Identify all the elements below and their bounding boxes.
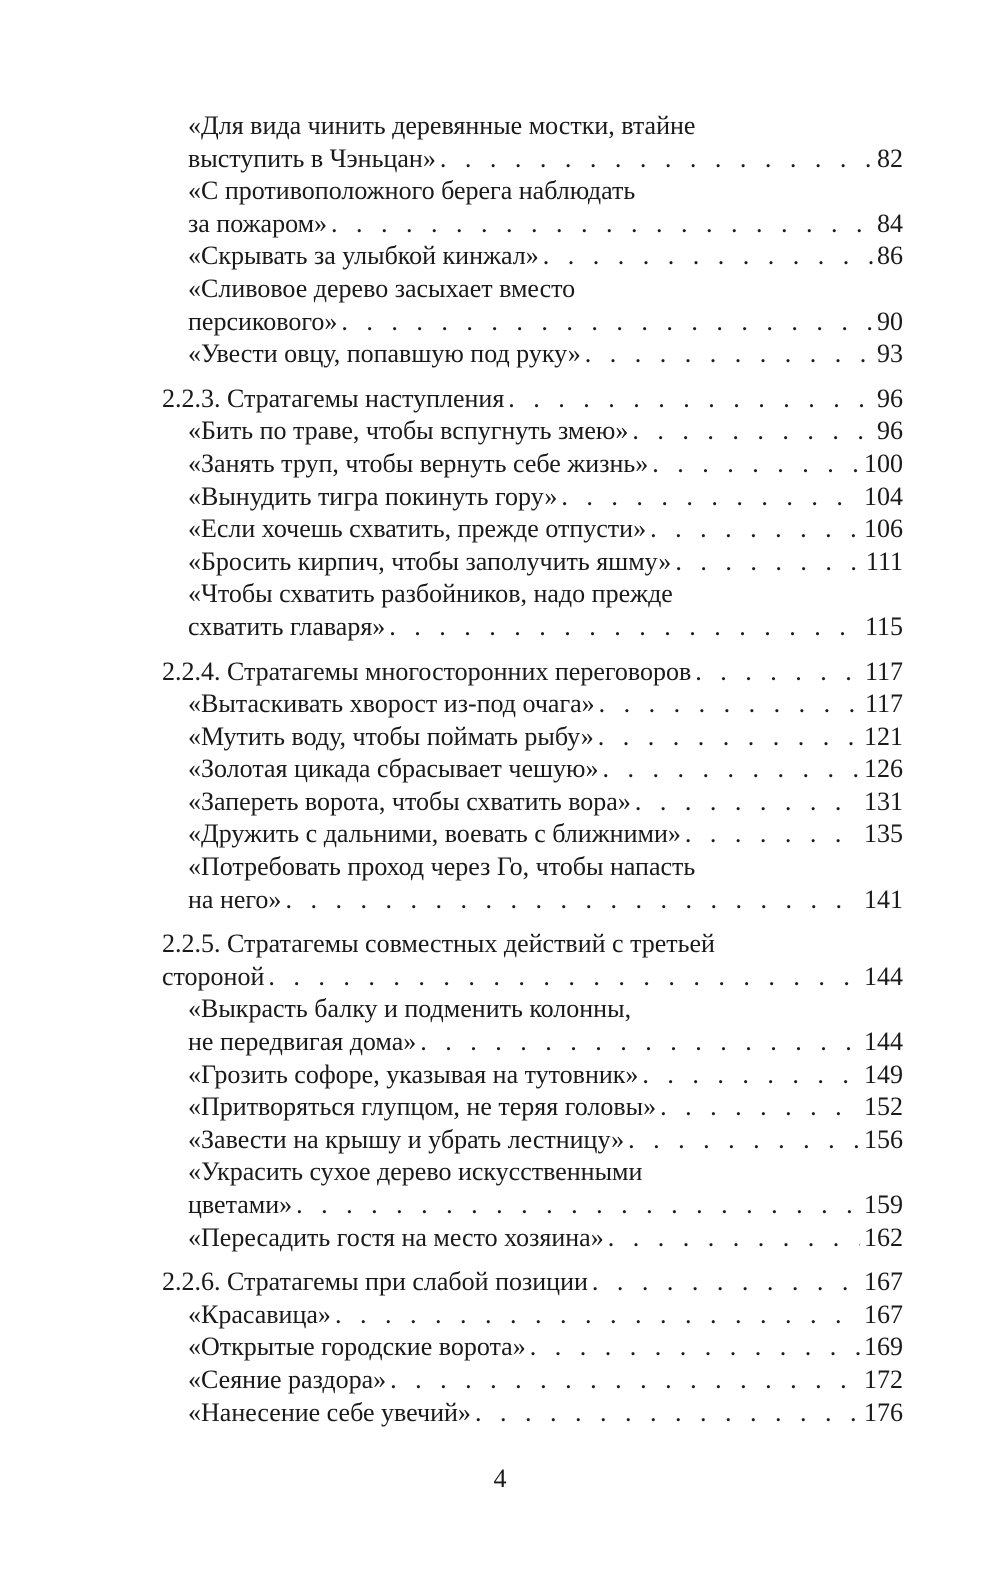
dot-leader	[635, 786, 860, 819]
toc-entry	[188, 1397, 903, 1430]
entry-title-line: «Бросить кирпич, чтобы заполучить яшму»	[188, 546, 672, 576]
entry-title-line: «Нанесение себе увечий»	[188, 1397, 471, 1427]
dot-leader	[660, 1091, 860, 1124]
page-number: 162	[864, 1222, 903, 1252]
toc-entry	[188, 1222, 903, 1255]
toc-entry	[188, 448, 903, 481]
page-number: 135	[864, 819, 903, 849]
page-number: 111	[865, 546, 903, 576]
dot-leader	[685, 818, 860, 851]
toc-entry	[188, 546, 903, 579]
toc-section-2-2-6	[0, 1266, 1000, 1429]
dot-leader	[675, 546, 862, 579]
entry-title-line: «Сливовое дерево засыхает вместо	[188, 273, 576, 303]
toc-section-2-2-2-continued	[0, 110, 1000, 371]
toc-entry	[188, 1364, 903, 1397]
dot-leader	[335, 1299, 860, 1332]
page-number: 176	[864, 1397, 903, 1427]
dot-leader	[599, 688, 861, 721]
dot-leader	[389, 611, 861, 644]
entry-title-line: «Бить по траве, чтобы вспугнуть змею»	[188, 416, 629, 446]
toc-entry	[188, 1156, 903, 1221]
entry-title-line: «Если хочешь схватить, прежде отпусти»	[188, 514, 647, 544]
dot-leader	[440, 143, 873, 176]
dot-leader	[420, 1026, 860, 1059]
toc-entry	[188, 1331, 903, 1364]
page-number: 96	[877, 383, 903, 413]
entry-title-line: «С противоположного берега наблюдать	[188, 176, 636, 206]
entry-title-line: «Украсить сухое дерево искусственными	[188, 1157, 643, 1187]
toc-entry	[188, 578, 903, 643]
toc-section-heading	[162, 928, 903, 993]
toc-entry	[188, 415, 903, 448]
entry-title-line: «Вынудить тигра покинуть гору»	[188, 481, 558, 511]
toc-entry	[188, 993, 903, 1058]
page-number: 144	[864, 1027, 903, 1057]
dot-leader	[331, 208, 873, 241]
entry-title-line: «Завести на крышу и убрать лестницу»	[188, 1124, 625, 1154]
entry-title-line: «Красавица»	[188, 1299, 331, 1329]
toc-entry	[188, 688, 903, 721]
entry-title-line: «Грозить софоре, указывая на тутовник»	[188, 1059, 639, 1089]
dot-leader	[652, 448, 860, 481]
entry-title-line: схватить главаря»	[188, 611, 386, 641]
toc-entry	[188, 1059, 903, 1092]
page-number: 126	[864, 754, 903, 784]
toc-entry	[188, 513, 903, 546]
toc-section-2-2-4	[0, 656, 1000, 917]
toc-entry	[188, 1091, 903, 1124]
toc-section-2-2-5	[0, 928, 1000, 1254]
dot-leader	[602, 753, 860, 786]
dot-leader	[285, 884, 860, 917]
section-title-line: 2.2.3. Стратагемы наступления	[162, 383, 505, 413]
page-number: 100	[864, 448, 903, 478]
dot-leader	[390, 1364, 860, 1397]
dot-leader	[650, 513, 860, 546]
page-number: 131	[864, 786, 903, 816]
dot-leader	[695, 656, 861, 689]
toc-entry	[188, 273, 903, 338]
page-number: 149	[864, 1059, 903, 1089]
page-number: 104	[864, 481, 903, 511]
toc-section-2-2-3	[0, 383, 1000, 644]
toc-entry	[188, 1124, 903, 1157]
page-number: 84	[877, 208, 903, 238]
entry-title-line: «Выкрасть балку и подменить колонны,	[188, 994, 632, 1024]
entry-title-line: не передвигая дома»	[188, 1027, 417, 1057]
dot-leader	[268, 961, 860, 994]
toc-entry	[188, 721, 903, 754]
entry-title-line: «Вытаскивать хворост из-под очага»	[188, 689, 595, 719]
page-number: 90	[877, 306, 903, 336]
toc-entry	[188, 481, 903, 514]
dot-leader	[561, 481, 860, 514]
page-number: 115	[864, 611, 903, 641]
entry-title-line: выступить в Чэньцан»	[188, 143, 436, 173]
entry-title-line: персикового»	[188, 306, 338, 336]
entry-title-line: «Мутить воду, чтобы поймать рыбу»	[188, 721, 594, 751]
page-number: 156	[864, 1124, 903, 1154]
dot-leader	[530, 1331, 860, 1364]
page-number: 117	[864, 656, 903, 686]
dot-leader	[508, 383, 873, 416]
entry-title-line: «Открытые городские ворота»	[188, 1332, 526, 1362]
page-number: 172	[864, 1364, 903, 1394]
entry-title-line: «Занять труп, чтобы вернуть себе жизнь»	[188, 448, 649, 478]
page-number: 106	[864, 514, 903, 544]
dot-leader	[632, 415, 873, 448]
entry-title-line: «Для вида чинить деревянные мостки, втайне	[188, 111, 696, 140]
section-title-line: 2.2.6. Стратагемы при слабой позиции	[162, 1267, 588, 1297]
toc-entry	[188, 1299, 903, 1332]
page-folio-number: 4	[493, 1464, 507, 1493]
toc-entry	[188, 786, 903, 819]
entry-title-line: на него»	[188, 884, 282, 914]
entry-title-line: «Пересадить гостя на место хозяина»	[188, 1222, 604, 1252]
dot-leader	[341, 306, 873, 339]
toc-entry	[188, 240, 903, 273]
entry-title-line: цветами»	[188, 1190, 293, 1219]
dot-leader	[543, 240, 873, 273]
page-number: 167	[864, 1299, 903, 1329]
page-number: 86	[877, 241, 903, 271]
toc-section-heading	[162, 383, 903, 416]
toc-entry	[188, 851, 903, 916]
page-number: 152	[864, 1092, 903, 1122]
toc-section-heading	[162, 1266, 903, 1299]
page-number: 169	[864, 1332, 903, 1362]
entry-title-line: «Запереть ворота, чтобы схватить вора»	[188, 786, 631, 816]
dot-leader	[296, 1189, 860, 1222]
entry-title-line: «Чтобы схватить разбойников, надо прежде	[188, 579, 673, 609]
dot-leader	[628, 1124, 860, 1157]
toc-section-heading	[162, 656, 903, 689]
page-number: 167	[864, 1267, 903, 1297]
toc-entry	[188, 338, 903, 371]
toc-entry	[188, 110, 903, 175]
section-title-line: 2.2.4. Стратагемы многосторонних переговоров	[162, 656, 692, 686]
page-number: 159	[864, 1190, 903, 1219]
page-number: 93	[877, 339, 903, 369]
toc-entry	[188, 753, 903, 786]
dot-leader	[608, 1222, 860, 1255]
toc-entry	[188, 818, 903, 851]
page-number: 96	[877, 416, 903, 446]
page-number: 144	[864, 961, 903, 991]
entry-title-line: «Притворяться глупцом, не теряя головы»	[188, 1092, 657, 1122]
entry-title-line: за пожаром»	[188, 208, 328, 238]
toc-entry	[188, 175, 903, 240]
dot-leader	[475, 1397, 860, 1430]
table-of-contents	[0, 110, 1000, 1441]
entry-title-line: «Сеяние раздора»	[188, 1364, 387, 1394]
page-number: 117	[864, 689, 903, 719]
entry-title-line: «Дружить с дальними, воевать с ближними»	[188, 819, 681, 849]
page-number: 141	[864, 884, 903, 914]
section-title-line: стороной	[162, 961, 265, 991]
dot-leader	[592, 1266, 860, 1299]
entry-title-line: «Скрывать за улыбкой кинжал»	[188, 241, 539, 271]
dot-leader	[598, 721, 860, 754]
entry-title-line: «Потребовать проход через Го, чтобы напасть	[188, 852, 696, 882]
page-number: 121	[864, 721, 903, 751]
page-number: 82	[877, 143, 903, 173]
dot-leader	[585, 338, 873, 371]
entry-title-line: «Золотая цикада сбрасывает чешую»	[188, 754, 599, 784]
section-title-line: 2.2.5. Стратагемы совместных действий с третьей	[162, 929, 715, 959]
dot-leader	[642, 1059, 860, 1092]
entry-title-line: «Увести овцу, попавшую под руку»	[188, 339, 581, 369]
